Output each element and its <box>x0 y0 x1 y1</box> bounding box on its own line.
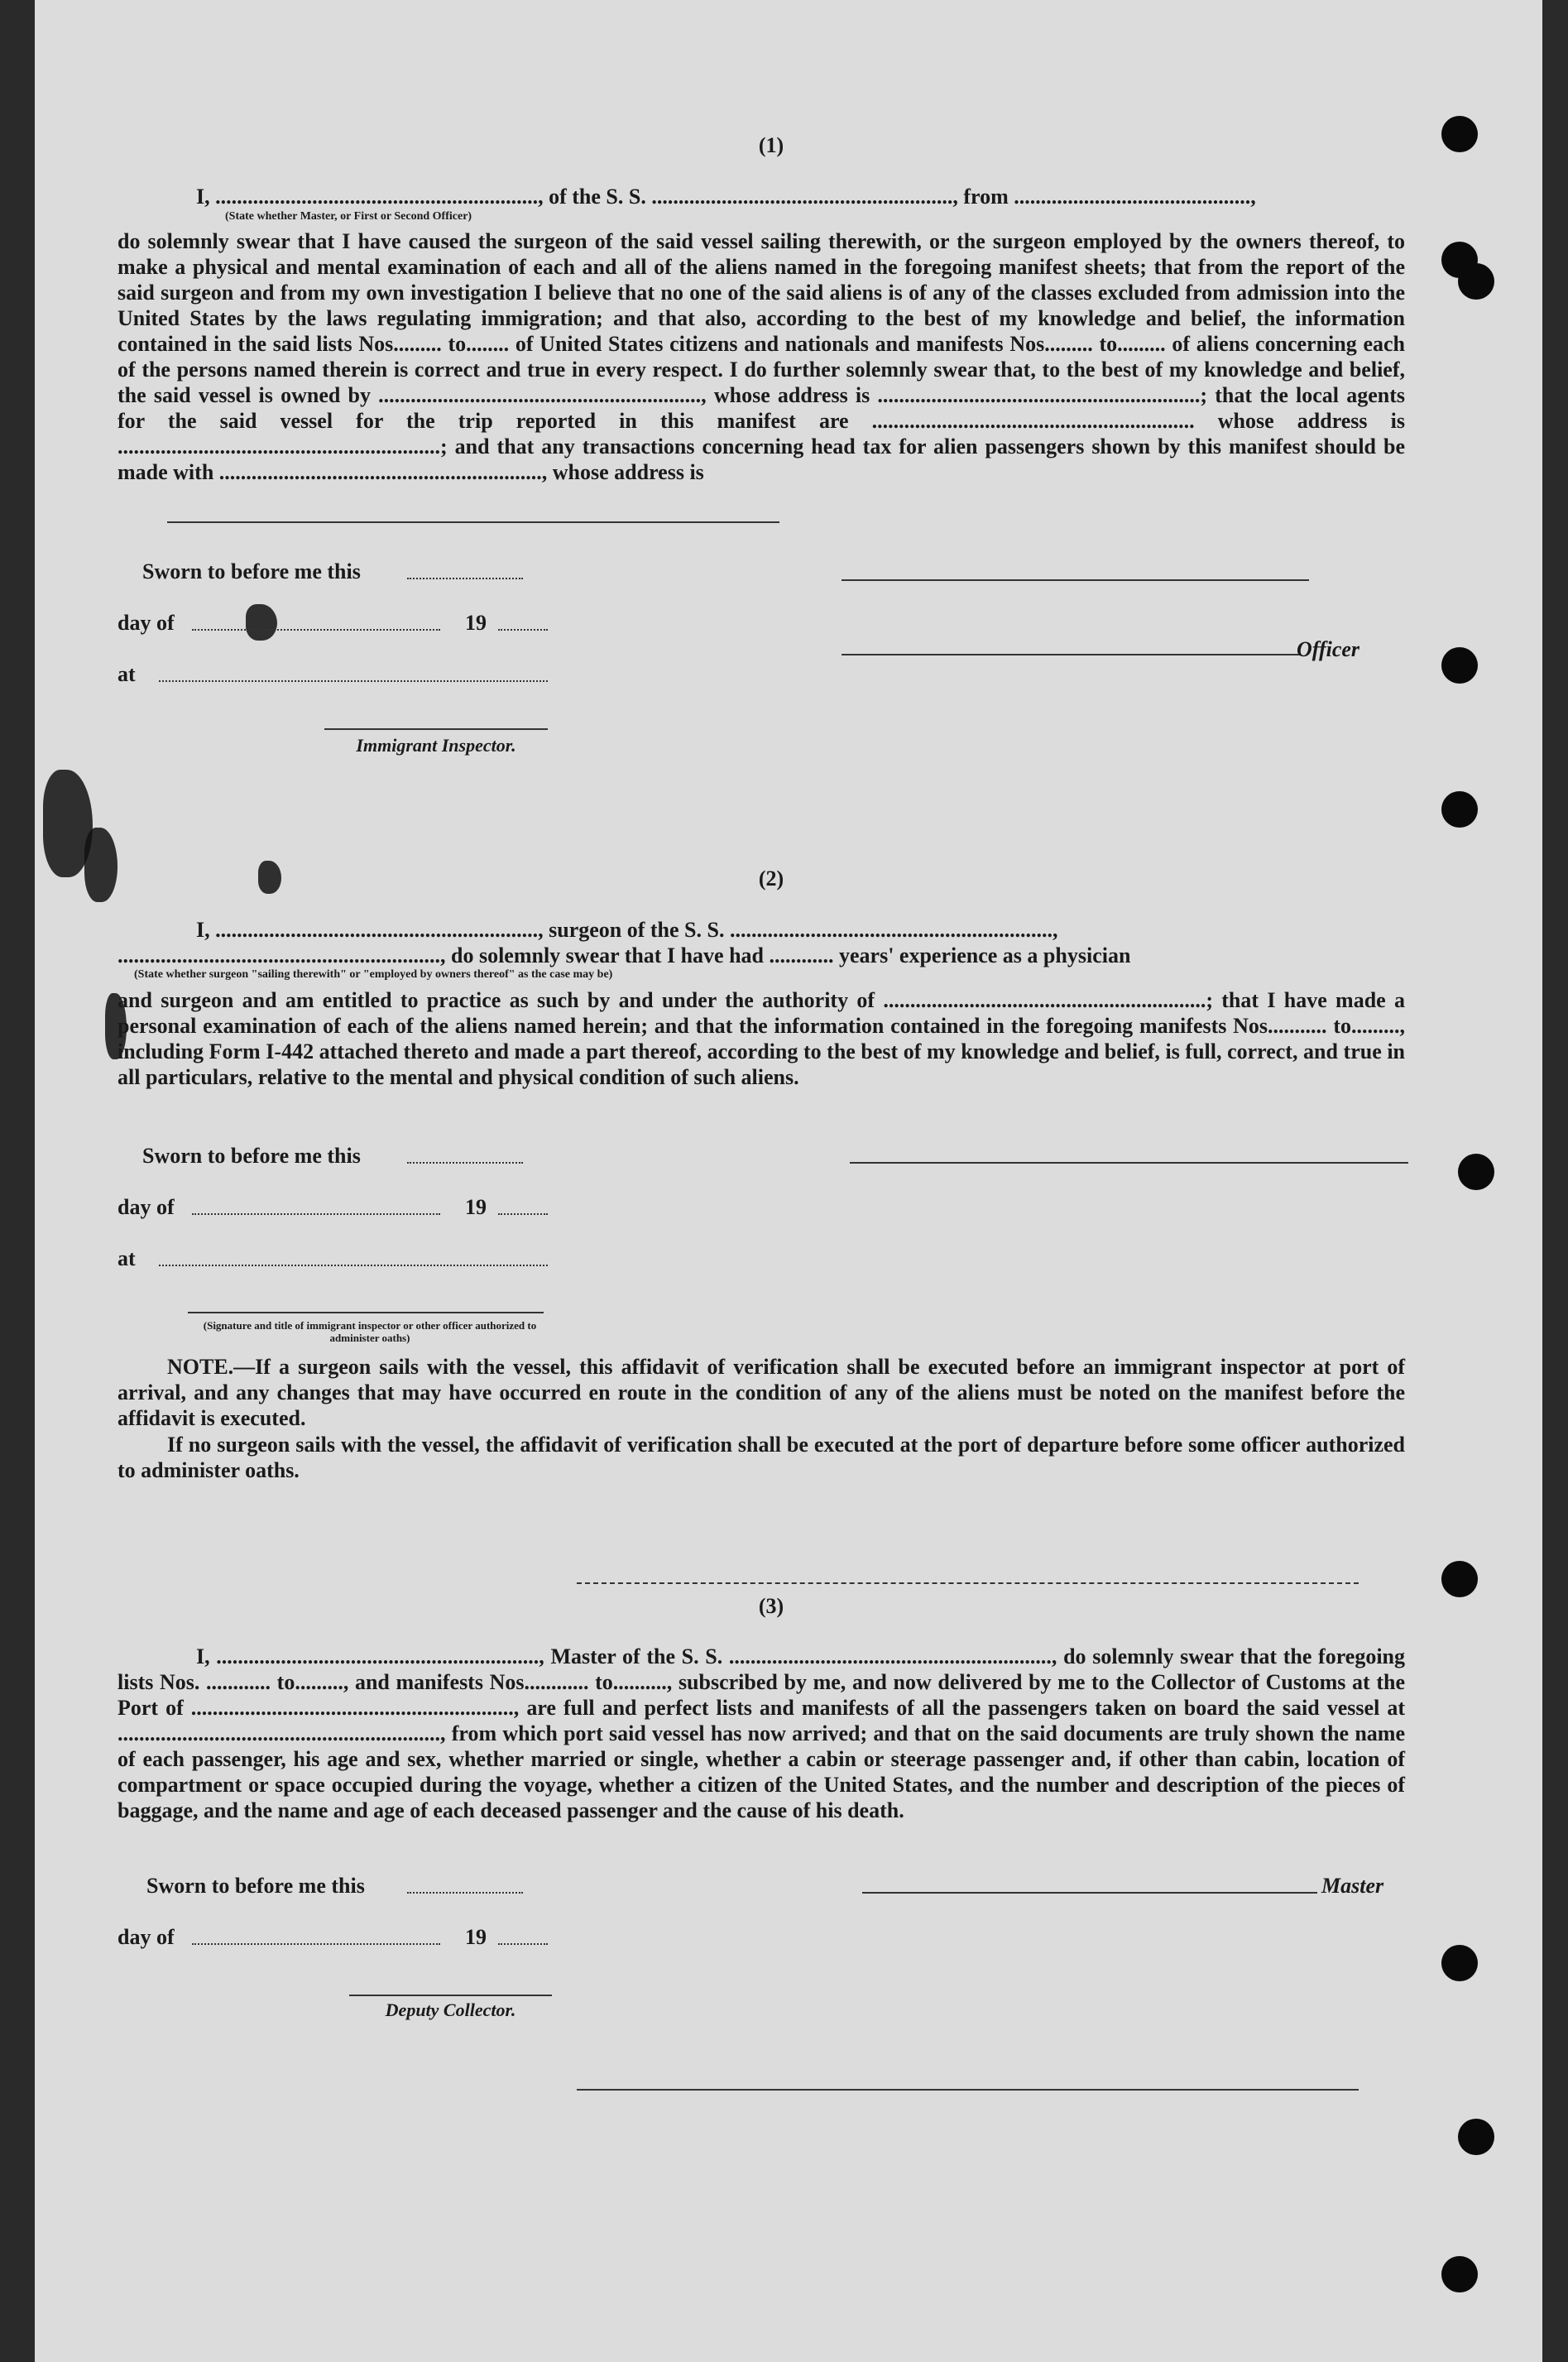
section-2-body: and surgeon and am entitled to practice as such by and under the authority of ............................................................; that I have made a personal examination of each of the aliens named herein; and that the information contained in the foregoing manifests Nos........... to........., including Form I-442 attached thereto and made a part thereof, according to the best of my knowledge and belief, is full, correct, and true in all particulars, relative to the mental and physical condition of such aliens. <box>117 988 1405 1089</box>
at-label-2: at <box>117 1246 136 1270</box>
section-3-number: (3) <box>758 1594 784 1618</box>
at-field-2[interactable] <box>159 1265 548 1266</box>
punch-hole <box>1458 2119 1494 2155</box>
surgeon-signature-line[interactable] <box>850 1162 1408 1164</box>
sworn-label-1: Sworn to before me this <box>142 559 361 583</box>
officer-signature-line[interactable] <box>842 579 1309 581</box>
section-2-first-line: I, ............................................................, surgeon of the S. S. ............................................................, <box>196 918 1058 942</box>
section-2-second-line: ............................................................, do solemnly swear that I have had ............ years' experience as a physician <box>117 943 1131 967</box>
section-2-number: (2) <box>758 867 784 891</box>
day-of-field-1[interactable] <box>192 629 440 631</box>
day-of-label-2: day of <box>117 1195 175 1219</box>
punch-hole <box>1441 1561 1478 1597</box>
punch-hole <box>1441 791 1478 828</box>
master-signature-line[interactable] <box>862 1892 1317 1894</box>
day-of-field-2[interactable] <box>192 1213 440 1215</box>
sworn-date-field-2[interactable] <box>407 1162 523 1164</box>
section-2-note: (State whether surgeon "sailing therewith" or "employed by owners thereof" as the case may be) <box>134 968 613 981</box>
section-3-body: I, ............................................................, Master of the S. S. ............................................................, do solemnly swear that the foregoing lists Nos. ............ to........., and manifests Nos............ to.........., subscribed by me, and now delivered by me to the Collector of Customs at the Port of ............................................................, are full and perfect lists and manifests of all the passengers taken on board the said vessel at ............................................................, from which port said vessel has now arrived; and that on the said documents are truly shown the name of each passenger, his age and sex, whether married or single, whether a cabin or steerage passenger and, if other than cabin, location of compartment or space occupied during the voyage, whether a citizen of the United States, and the number and description of the pieces of baggage, and the name and age of each deceased passenger and the cause of his death. <box>117 1644 1405 1822</box>
section-1-body: do solemnly swear that I have caused the surgeon of the said vessel sailing therewith, or the surgeon employed by the owners thereof, to make a physical and mental examination of each and all of the aliens named in the foregoing manifest sheets; that from the report of the said surgeon and from my own investigation I believe that no one of the said aliens is of any of the classes excluded from admission into the United States by the laws regulating immigration; and that also, according to the best of my knowledge and belief, the information contained in the said lists Nos......... to........ of United States citizens and nationals and manifests Nos......... to......... of aliens concerning each of the persons named therein is correct and true in every respect. I do further solemnly swear that, to the best of my knowledge and belief, the said vessel is owned by ............................................................, whose address is ............................................................; that the local agents for the said vessel for the trip reported in this manifest are ............................................................ whose address is ............................................................; and that any transactions concerning head tax for alien passengers shown by this manifest should be made with ............................................................, whose address is <box>117 229 1405 484</box>
sworn-label-3: Sworn to before me this <box>146 1874 365 1898</box>
officer-signature-line-2[interactable] <box>842 654 1301 655</box>
note-paragraph-2: If no surgeon sails with the vessel, the affidavit of verification shall be executed at the port of departure before some officer authorized to administer oaths. <box>117 1433 1405 1482</box>
bottom-rule <box>577 2089 1359 2091</box>
sworn-date-field-1[interactable] <box>407 578 523 579</box>
section-separator <box>577 1582 1359 1584</box>
master-label: Master <box>1321 1874 1384 1898</box>
day-of-label-3: day of <box>117 1925 175 1949</box>
manifest-affidavit-page <box>35 0 1542 2362</box>
sworn-date-field-3[interactable] <box>407 1892 523 1894</box>
deputy-collector-label: Deputy Collector. <box>385 2000 516 2020</box>
punch-hole <box>1441 1945 1478 1981</box>
year-field-3[interactable] <box>498 1943 548 1945</box>
year-label-1: 19 <box>465 611 487 635</box>
day-of-field-3[interactable] <box>192 1943 440 1945</box>
punch-hole <box>1458 263 1494 300</box>
year-field-1[interactable] <box>498 629 548 631</box>
punch-hole <box>1441 647 1478 684</box>
section-1-note: (State whether Master, or First or Second Officer) <box>225 210 472 223</box>
divider-line <box>167 521 779 523</box>
year-label-2: 19 <box>465 1195 487 1219</box>
note-paragraph-1: NOTE.—If a surgeon sails with the vessel, this affidavit of verification shall be executed before an immigrant inspector at port of arrival, and any changes that may have occurred en route in the condition of any of the aliens must be noted on the manifest before the affidavit is executed. <box>117 1355 1405 1430</box>
punch-hole <box>1441 2256 1478 2292</box>
immigrant-inspector-label: Immigrant Inspector. <box>356 735 516 756</box>
section-1-first-line: I, ............................................................, of the S. S. ........................................................, from ............................................, <box>196 185 1256 209</box>
inspector-signature-line[interactable] <box>324 728 548 730</box>
sworn-label-2: Sworn to before me this <box>142 1144 361 1168</box>
at-label-1: at <box>117 662 136 686</box>
year-label-3: 19 <box>465 1925 487 1949</box>
at-field-1[interactable] <box>159 680 548 682</box>
officer-label: Officer <box>1297 637 1360 661</box>
punch-hole <box>1458 1154 1494 1190</box>
year-field-2[interactable] <box>498 1213 548 1215</box>
section-1-number: (1) <box>758 133 784 157</box>
officer-signature-line-3[interactable] <box>188 1312 544 1313</box>
day-of-label-1: day of <box>117 611 175 635</box>
ink-smudge <box>246 604 277 641</box>
signature-title-note: (Signature and title of immigrant inspector or other officer authorized to administer oaths) <box>203 1319 537 1344</box>
collector-signature-line[interactable] <box>349 1995 552 1996</box>
